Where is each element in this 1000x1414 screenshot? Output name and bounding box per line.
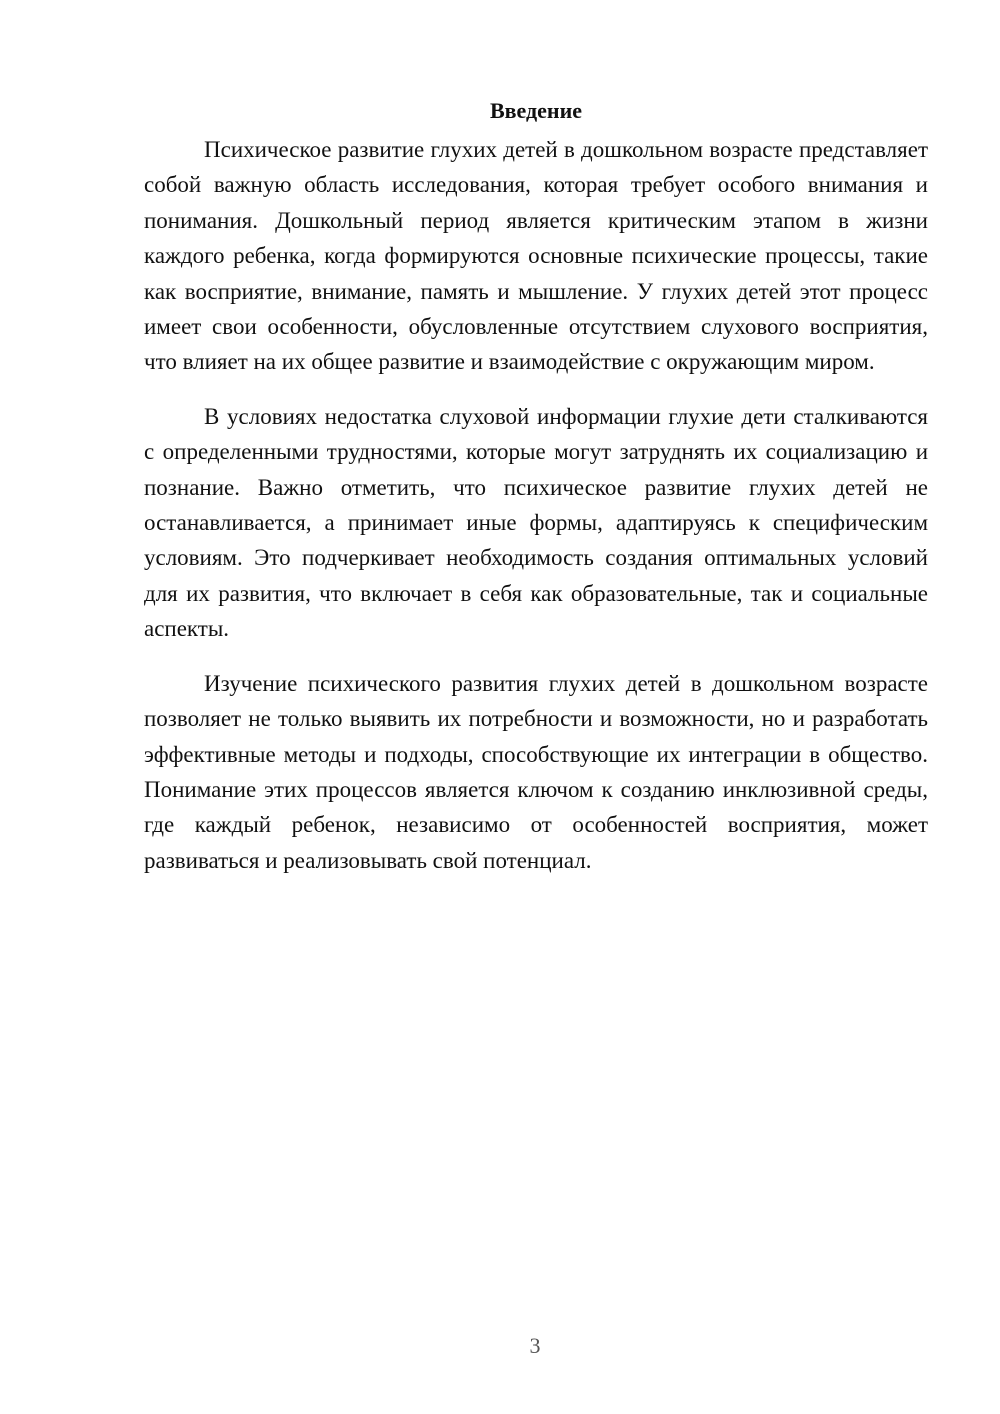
page-number: 3 bbox=[529, 1333, 541, 1358]
section-title: Введение bbox=[489, 98, 583, 123]
paragraph-1: Психическое развитие глухих детей в дошкольном возрасте представляет собой важную область исследования, которая требует особого внимания и понимания. Дошкольный период является критическим этапом в жизни каждого ребенка, когда формируются основные психические процессы, такие как восприятие, внимание, память и мышление. У глухих детей этот процесс имеет свои особенности, обусловленные отсутствием слухового восприятия, что влияет на их общее развитие и взаимодействие с окружающим миром. bbox=[144, 137, 928, 375]
paragraph-3: Изучение психического развития глухих детей в дошкольном возрасте позволяет не только выявить их потребности и возможности, но и разработать эффективные методы и подходы, способствующие их интеграции в общество. Понимание этих процессов является ключом к созданию инклюзивной среды, где каждый ребенок, независимо от особенностей восприятия, может развиваться и реализовывать свой потенциал. bbox=[144, 670, 928, 873]
page-content bbox=[144, 96, 928, 897]
paragraph-2: В условиях недостатка слуховой информации глухие дети сталкиваются с определенными трудностями, которые могут затруднять их социализацию и познание. Важно отметить, что психическое развитие глухих детей не останавливается, а принимает иные формы, адаптируясь к специфическим условиям. Это подчеркивает необходимость создания оптимальных условий для их развития, что включает в себя как образовательные, так и социальные аспекты. bbox=[144, 403, 928, 642]
